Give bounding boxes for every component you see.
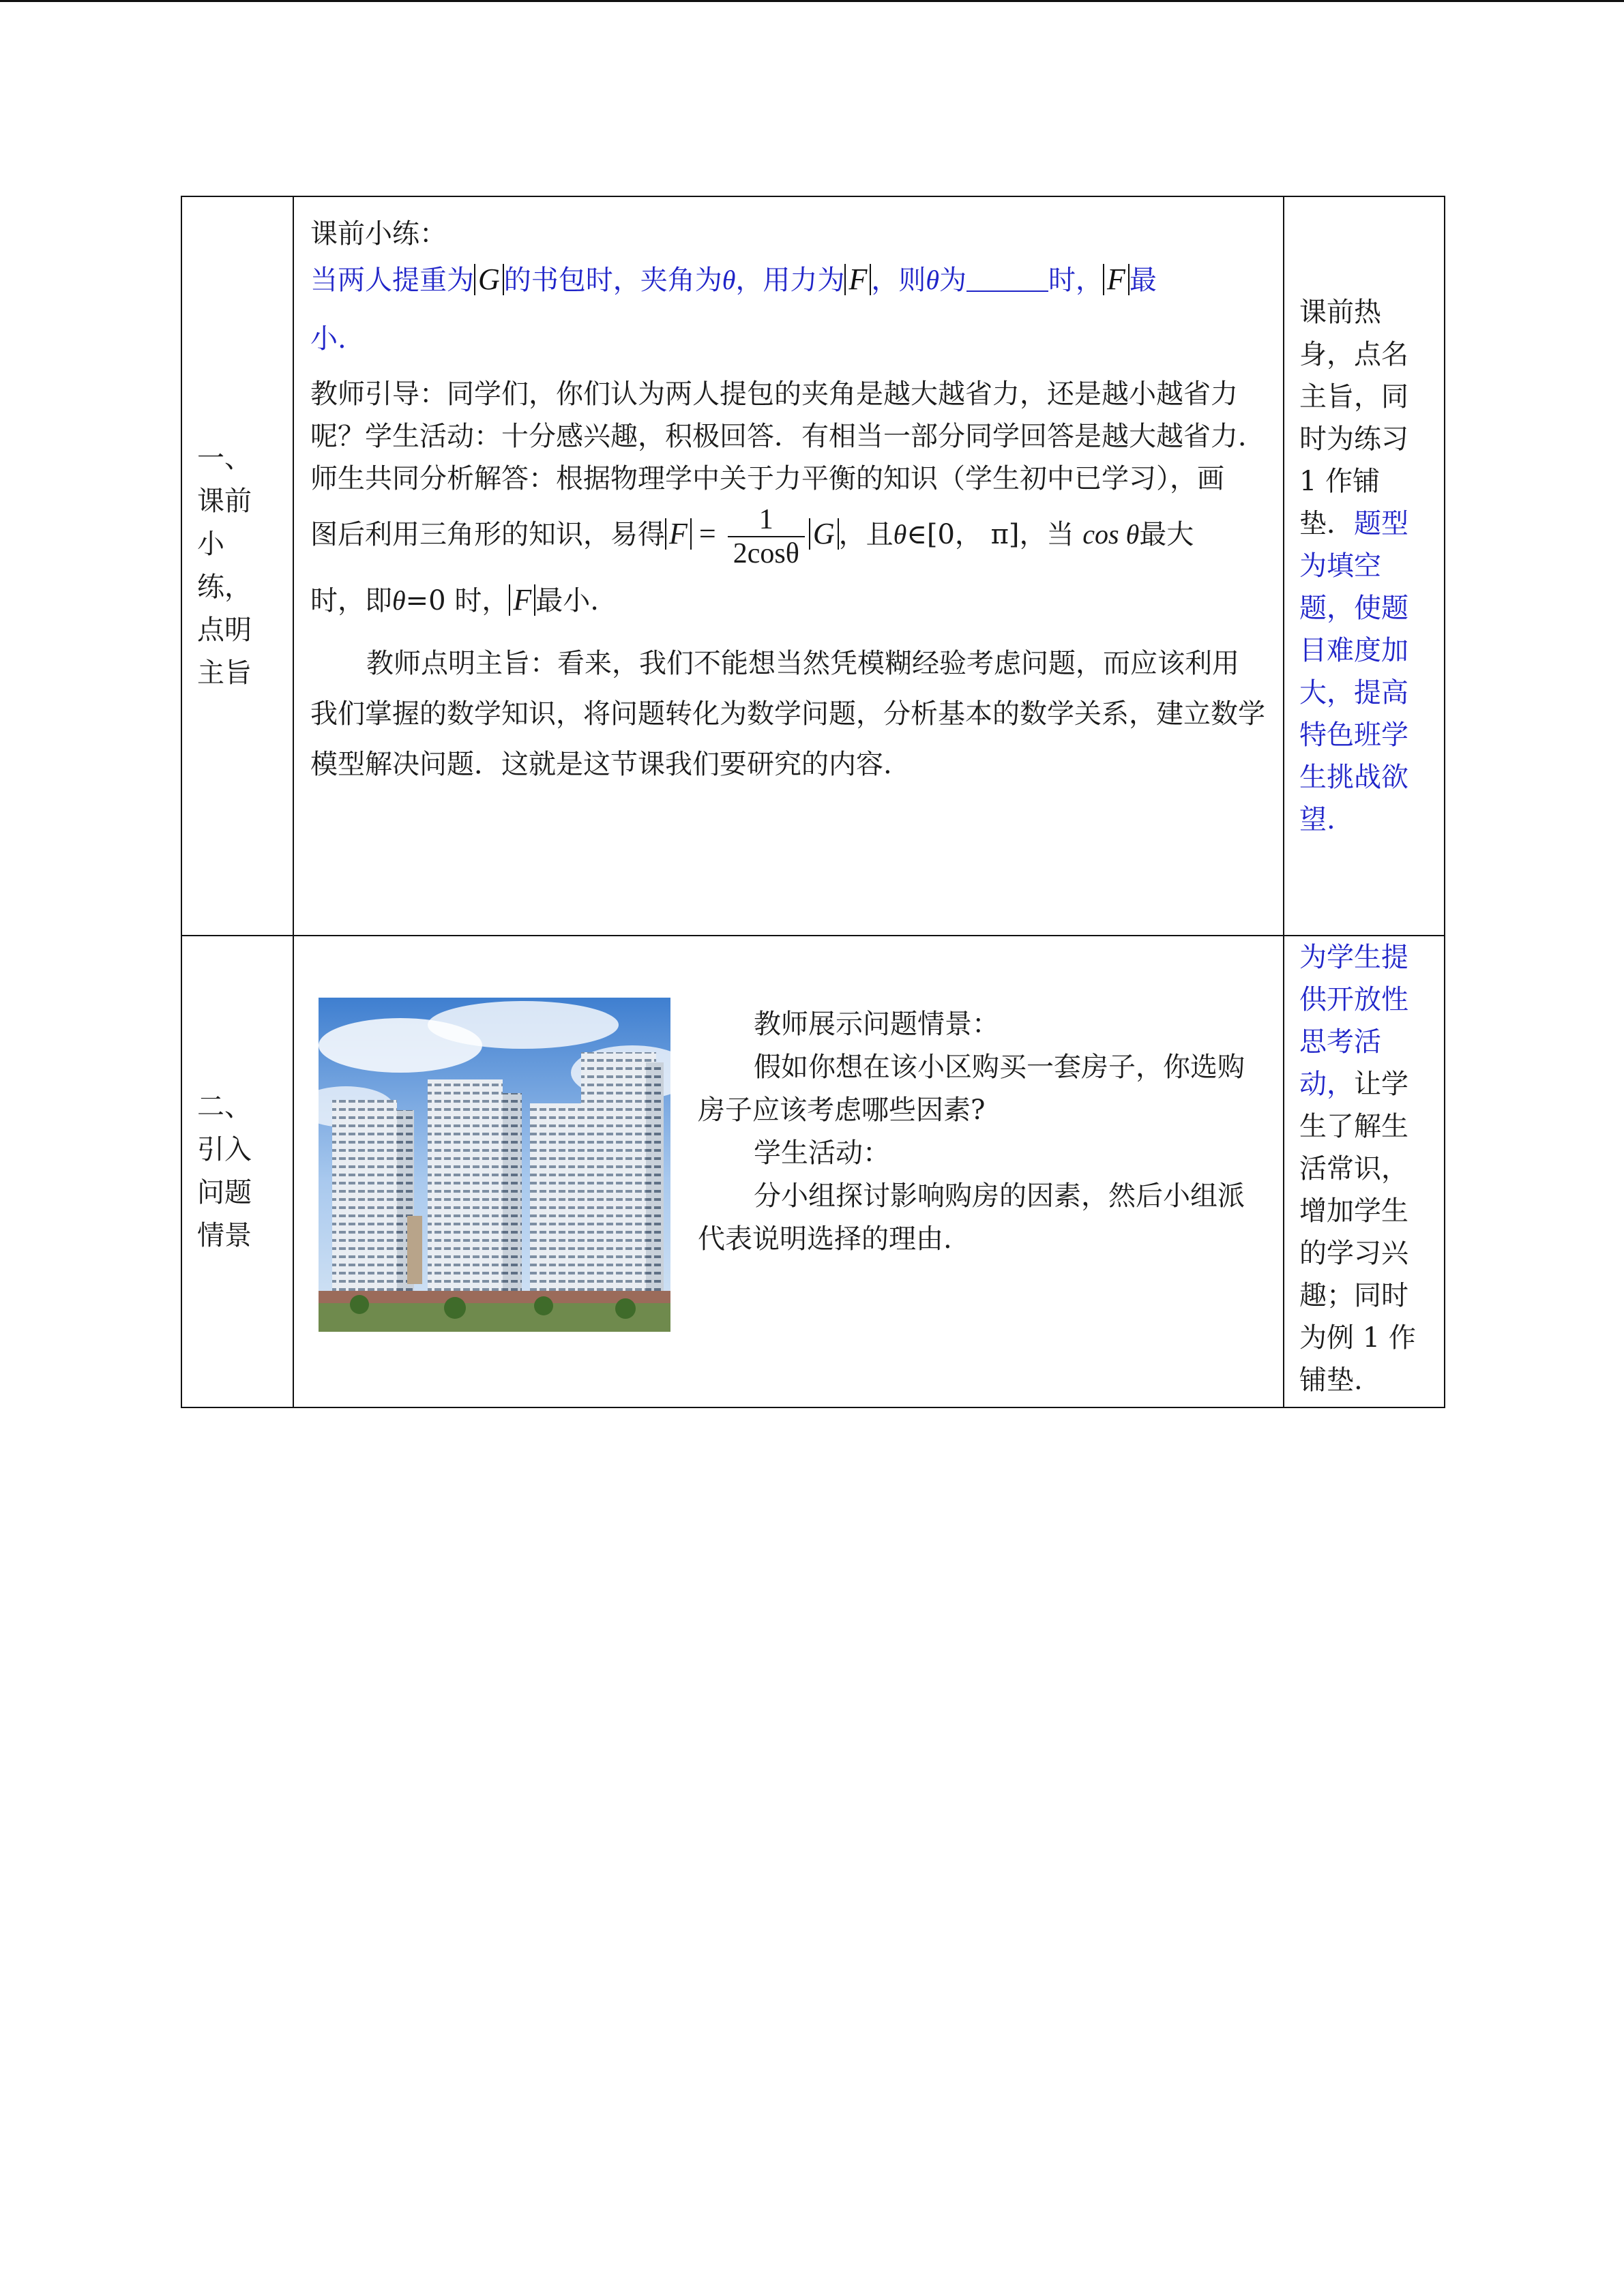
stage-label: 一、 课前 小 练， 点明 主旨: [197, 443, 252, 689]
answer-blank: [966, 263, 1048, 292]
formula-fraction: $\frac{1}{2\cos\theta}$: [728, 503, 805, 570]
page-top-rule: [0, 0, 1624, 2]
weight-symbol: G: [474, 264, 504, 295]
stage-cell-2: [181, 936, 293, 1407]
force-symbol: F: [844, 264, 871, 295]
apartment-buildings-photo-icon: [319, 998, 670, 1332]
teacher-guide: 教师引导：同学们，你们认为两人提包的夹角是越大越省力，还是越小越省力呢？学生活动：十分感兴趣，积极回答．有相当一部分同学回答是越大越省力．: [310, 378, 1265, 452]
note-cell-1: 课前热 身，点名 主旨，同 时为练习 1 作铺 垫．题型 为填空 题，使题 目难度加 大，提高 特色班学 生挑战欲 望.: [1284, 196, 1445, 936]
exercise-question-end: 小.: [310, 323, 346, 355]
table-row: [181, 936, 1445, 1407]
lesson-plan-table: [181, 196, 1445, 1408]
analysis-line-3: 时，即θ=0 时， F 最小.: [310, 583, 599, 616]
note-cell-2: 为学生提 供开放性 思考活 动，让学 生了解生 活常识， 增加学生 的学习兴 趣；同时 为例 1 作 铺垫.: [1284, 936, 1445, 1407]
force-symbol: F: [665, 518, 692, 550]
force-symbol: F: [509, 584, 535, 616]
theta-symbol: θ: [926, 265, 939, 295]
table-row: [181, 196, 1445, 936]
stage-cell-1: [181, 196, 293, 936]
building-illustration: [319, 998, 670, 1332]
force-symbol: F: [1103, 264, 1130, 295]
theta-symbol: θ: [722, 265, 736, 295]
scenario-text: 教师展示问题情景： 假如你想在该小区购买一套房子，你选购房子应该考虑哪些因素? 学生活动： 分小组探讨影响购房的因素，然后小组派代表说明选择的理由.: [698, 1009, 1245, 1255]
exercise-title: 课前小练：: [310, 218, 447, 250]
content-cell-2: [293, 936, 1284, 1407]
weight-symbol: G: [809, 518, 839, 550]
stage-label: 二、 引入 问题 情景: [197, 1091, 252, 1251]
teacher-summary: 教师点明主旨：看来，我们不能想当然凭模糊经验考虑问题，而应该利用我们掌握的数学知识，将问题转化为数学问题，分析基本的数学关系，建立数学模型解决问题．这就是这节课我们要研究的内容.: [310, 648, 1265, 780]
analysis-line-1: 师生共同分析解答：根据物理学中关于力平衡的知识（学生初中已学习），画: [310, 463, 1224, 494]
analysis-formula-line: 图后利用三角形的知识，易得 F = $\frac{1}{2\cos\theta}$ G ，且θ∈[0， π]，当 cos θ最大: [310, 504, 1194, 569]
exercise-question: 当两人提重为 G 的书包时，夹角为θ，用力为 F ，则θ为 时， F 最: [310, 263, 1157, 296]
content-cell-1: [293, 196, 1284, 936]
